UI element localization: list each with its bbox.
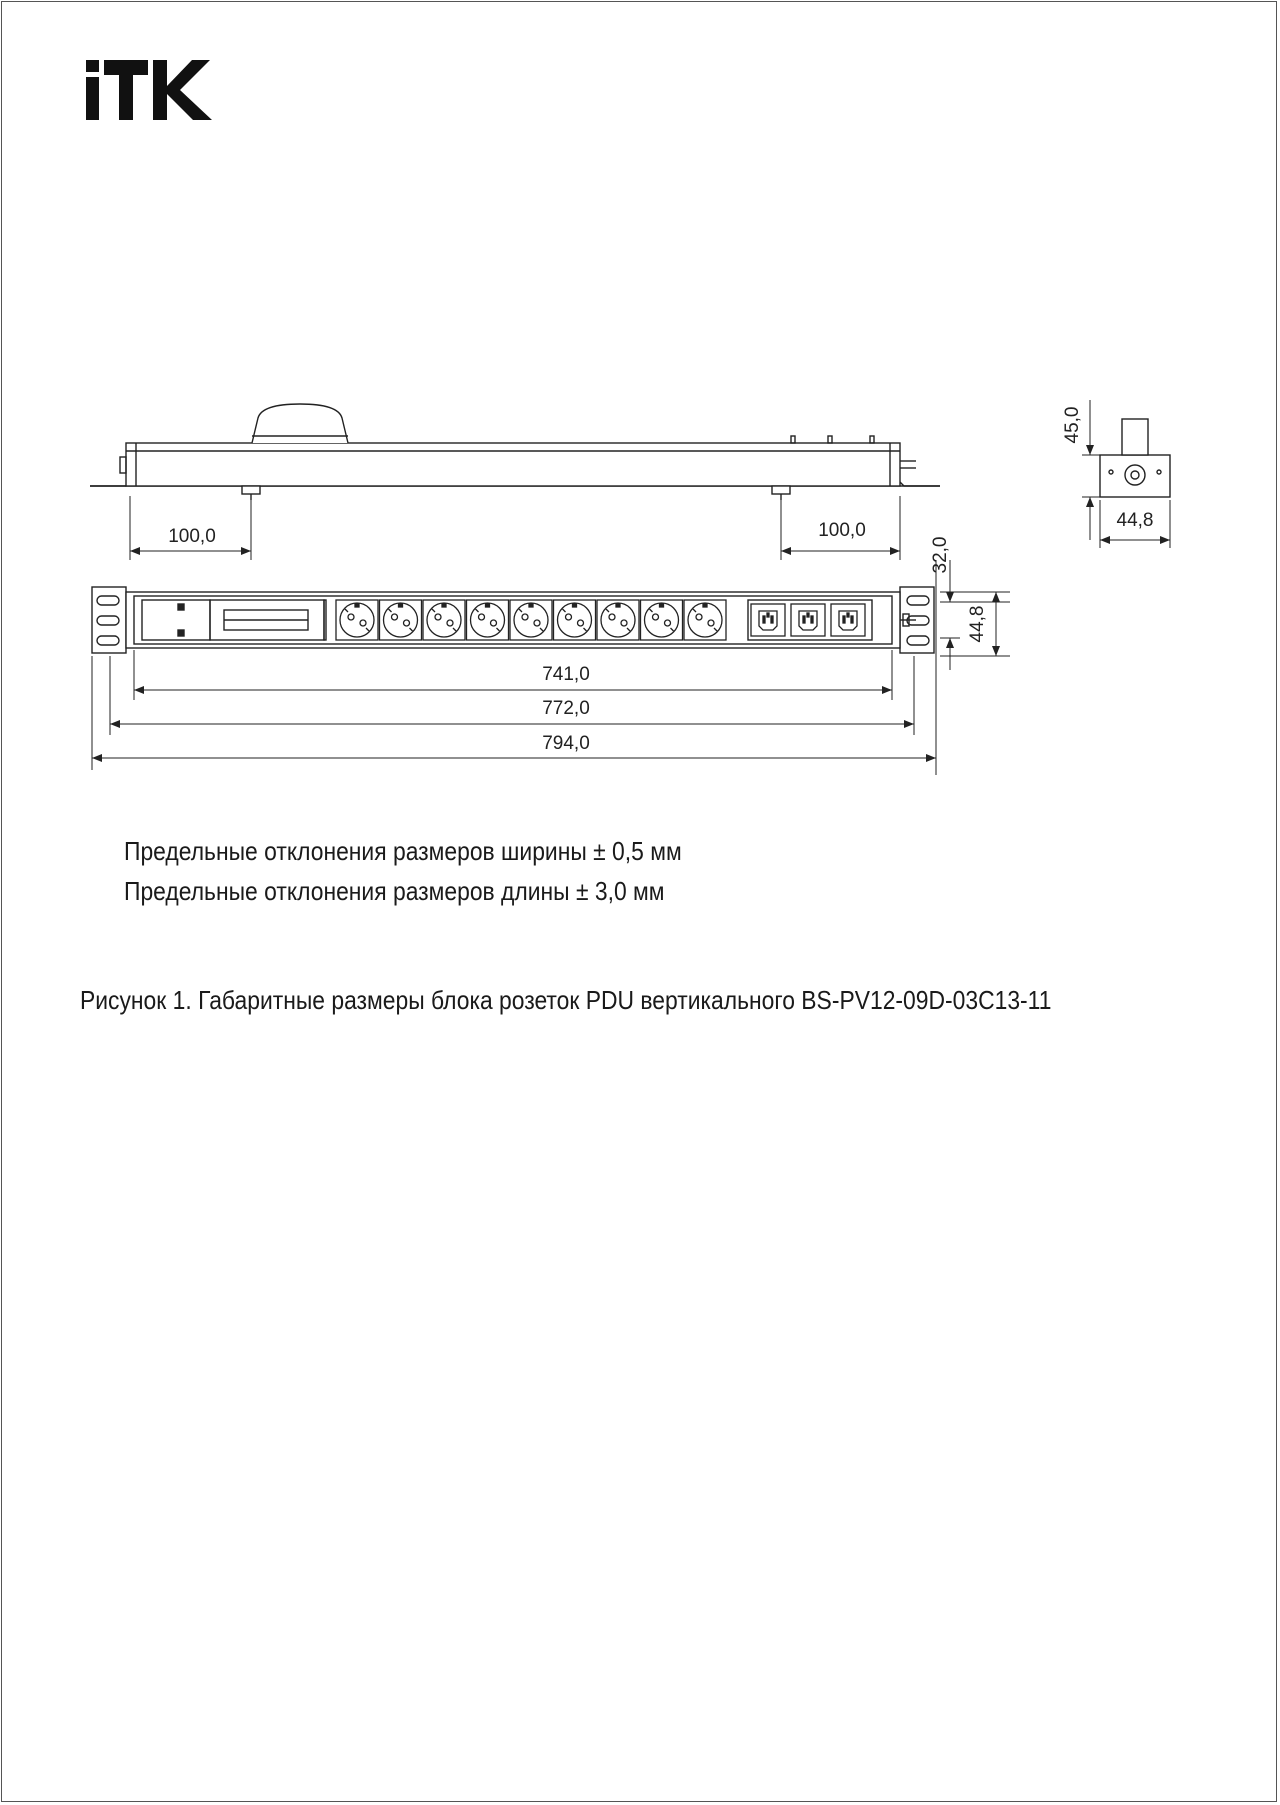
dim-total-length: 794,0 [542, 733, 590, 754]
dim-side-right: 100,0 [818, 520, 866, 541]
dim-side-left: 100,0 [168, 526, 216, 547]
dim-mount-spacing: 32,0 [930, 536, 951, 574]
side-dimension-lines [130, 496, 900, 560]
figure-caption: Рисунок 1. Габаритные размеры блока розеток PDU вертикального BS-PV12-09D-03C13-11 [80, 985, 1052, 1015]
dim-body-length: 741,0 [542, 664, 590, 685]
front-view [92, 587, 934, 653]
tolerance-width-note: Предельные отклонения размеров ширины ± 0,5 мм [124, 836, 682, 866]
tolerance-length-note: Предельные отклонения размеров длины ± 3,0 мм [124, 876, 665, 906]
side-view [90, 404, 940, 500]
end-view [1100, 419, 1170, 497]
dim-end-height: 45,0 [1062, 406, 1083, 444]
dim-mount-length: 772,0 [542, 698, 590, 719]
dim-front-height: 44,8 [967, 605, 988, 643]
dim-end-width: 44,8 [1116, 510, 1154, 531]
